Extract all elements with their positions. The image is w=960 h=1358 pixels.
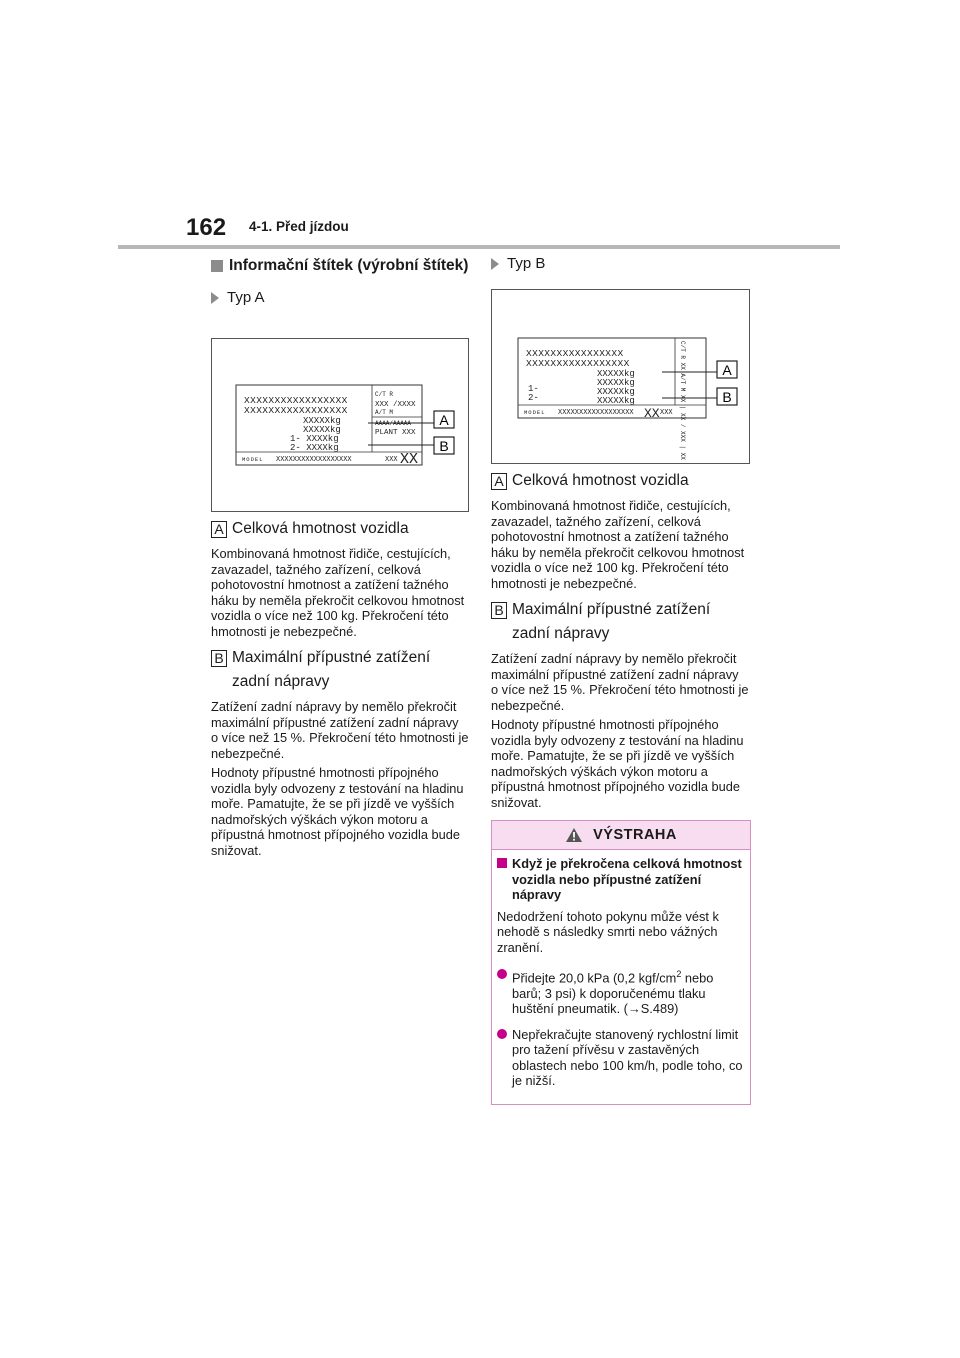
label-b-model: MODEL <box>524 409 546 416</box>
page-number: 162 <box>186 214 227 241</box>
callout-a-right <box>491 469 749 493</box>
warning-title: VÝSTRAHA <box>593 827 677 843</box>
callout-a-right-title: Celková hmotnost vozidla <box>512 472 689 489</box>
label-b-xx: XX <box>644 406 660 421</box>
square-bullet-icon <box>497 858 507 868</box>
left-column <box>211 254 469 308</box>
label-b-model-val: XXXXXXXXXXXXXXXXXX <box>558 409 634 417</box>
label-a-aaaa: AAAA/AAAAA <box>375 420 412 427</box>
label-a-kg-3: 1- XXXXkg <box>290 434 339 444</box>
warning-box <box>491 820 751 1105</box>
section-title: 4-1. Před jízdou <box>249 219 349 234</box>
callout-a <box>211 517 469 541</box>
label-a-ctr-val: XXX /XXXX <box>375 401 416 409</box>
label-a-model: MODEL <box>242 456 264 463</box>
left-text <box>211 517 469 858</box>
header-rule <box>118 245 840 249</box>
figure-type-b <box>491 289 750 464</box>
warning-header <box>492 821 750 850</box>
warning-intro: Nedodržení tohoto pokynu může vést k nehodě s následky smrti nebo vážných zranění. <box>497 908 719 955</box>
callout-b-text-2: Hodnoty přípustné hmotnosti přípojného vozidla byly odvozeny z testování na hladinu moře. Pamatujte, že se při jízdě ve vyšších nadmořských výškách výkon motoru a přípustná hmotnost přípojného vozidla bude snižovat. <box>211 765 464 858</box>
circle-bullet-icon <box>497 1029 507 1039</box>
warning-bullet-1-pre: Přidejte 20,0 kPa (0,2 kgf/cm <box>512 970 677 986</box>
warning-triangle-icon <box>565 827 583 843</box>
figure-b-callout-b: B <box>722 389 732 405</box>
callout-a-title: Celková hmotnost vozidla <box>232 520 409 537</box>
warning-bullet-1-post: nebo barů; 3 psi) k doporučenému tlaku huštění pneumatik. (→S.489) <box>512 970 714 1017</box>
callout-a-text: Kombinovaná hmotnost řidiče, cestujících, zavazadel, tažného zařízení, celková pohotovostní hmotnost a zatížení tažného háku by neměla překročit celkovou hmotnost vozidla o více než 100 kg. Překročení této hmotnosti je nebezpečné. <box>211 546 465 639</box>
label-a-kg-2: XXXXXkg <box>303 425 341 435</box>
label-b-vertical: C/T R XX A/T M XX | XX / XXX | XX / XXX <box>679 341 686 463</box>
figure-type-a <box>211 338 469 512</box>
warning-body <box>492 850 750 1089</box>
warning-bullet-1-sup: 2 <box>676 969 682 979</box>
warning-bullet-2-text: Nepřekračujte stanovený rychlostní limit pro tažení přívěsu v zastavěných oblastech nebo 100 km/h, podle toho, co je nižší. <box>512 1026 743 1089</box>
type-b-heading <box>491 254 749 274</box>
callout-b-right <box>491 598 749 646</box>
section-heading-text: Informační štítek (výrobní štítek) <box>229 257 469 274</box>
warning-bullet-2 <box>497 1027 744 1089</box>
callout-b-title: Maximální přípustné zatížení zadní nápravy <box>232 649 431 690</box>
label-diagram-a <box>212 339 468 511</box>
label-a-plant: PLANT XXX <box>375 429 416 437</box>
label-a-model-val: XXXXXXXXXXXXXXXXXX <box>276 456 352 464</box>
callout-b-right-title: Maximální přípustné zatížení zadní nápravy <box>512 601 711 642</box>
label-diagram-b <box>492 290 749 463</box>
label-b-xrow-2: XXXXXXXXXXXXXXXXX <box>526 358 630 369</box>
type-a-heading <box>211 288 469 308</box>
right-text <box>491 469 749 810</box>
figure-b-callout-a: A <box>722 362 732 378</box>
type-a-label: Typ A <box>227 289 265 306</box>
label-a-atm: A/T M <box>375 409 394 416</box>
square-bullet-icon <box>211 260 223 272</box>
circle-bullet-icon <box>497 969 507 979</box>
callout-b <box>211 646 469 694</box>
warning-subtitle-text: Když je překročena celková hmotnost vozidla nebo přípustné zatížení nápravy <box>512 856 742 902</box>
label-a-kg-4: 2- XXXXkg <box>290 443 339 453</box>
triangle-bullet-icon <box>491 258 499 270</box>
warning-bullet-1 <box>497 967 744 1017</box>
figure-a-callout-b: B <box>439 438 449 454</box>
triangle-bullet-icon <box>211 292 219 304</box>
label-b-xxx: XXX <box>660 409 673 417</box>
label-b-kg-2: XXXXXkg <box>597 378 635 388</box>
warning-bullet-1-text <box>512 967 744 1017</box>
label-b-kg-3: XXXXXkg <box>597 387 635 397</box>
section-heading <box>211 254 469 278</box>
label-b-axle-1: 1- <box>528 384 539 394</box>
callout-b-right-text-2: Hodnoty přípustné hmotnosti přípojného vozidla byly odvozeny z testování na hladinu moře. Pamatujte, že se při jízdě ve vyšších nadmořských výškách výkon motoru a přípustná hmotnost přípojného vozidla bude snižovat. <box>491 717 744 810</box>
callout-b-letter: B <box>211 650 227 667</box>
label-a-ctr: C/T R <box>375 391 394 398</box>
warning-subtitle <box>497 856 744 903</box>
label-a-xrow-2: XXXXXXXXXXXXXXXXX <box>244 405 348 416</box>
callout-a-right-text: Kombinovaná hmotnost řidiče, cestujících, zavazadel, tažného zařízení, celková pohotovostní hmotnost a zatížení tažného háku by neměla překročit celkovou hmotnost vozidla o více než 100 kg. Překročení této hmotnosti je nebezpečné. <box>491 498 745 591</box>
label-b-kg-1: XXXXXkg <box>597 369 635 379</box>
callout-a-letter: A <box>211 521 227 538</box>
callout-b-right-letter: B <box>491 602 507 619</box>
callout-b-text-1: Zatížení zadní nápravy by nemělo překročit maximální přípustné zatížení zadní nápravy o více než 15 %. Překročení této hmotnosti je nebezpečné. <box>211 699 469 761</box>
label-b-xrow-1: XXXXXXXXXXXXXXXX <box>526 348 624 359</box>
label-a-big-xx: XX <box>400 451 419 468</box>
figure-a-callout-a: A <box>439 412 449 428</box>
label-a-xrow-1: XXXXXXXXXXXXXXXXX <box>244 395 348 406</box>
callout-b-right-text-1: Zatížení zadní nápravy by nemělo překročit maximální přípustné zatížení zadní nápravy o více než 15 %. Překročení této hmotnosti je nebezpečné. <box>491 651 749 713</box>
label-b-kg-4: XXXXXkg <box>597 396 635 406</box>
callout-a-right-letter: A <box>491 473 507 490</box>
type-b-label: Typ B <box>507 255 546 272</box>
label-a-xxx: XXX <box>385 456 398 464</box>
label-a-kg-1: XXXXXkg <box>303 416 341 426</box>
label-b-axle-2: 2- <box>528 393 539 403</box>
